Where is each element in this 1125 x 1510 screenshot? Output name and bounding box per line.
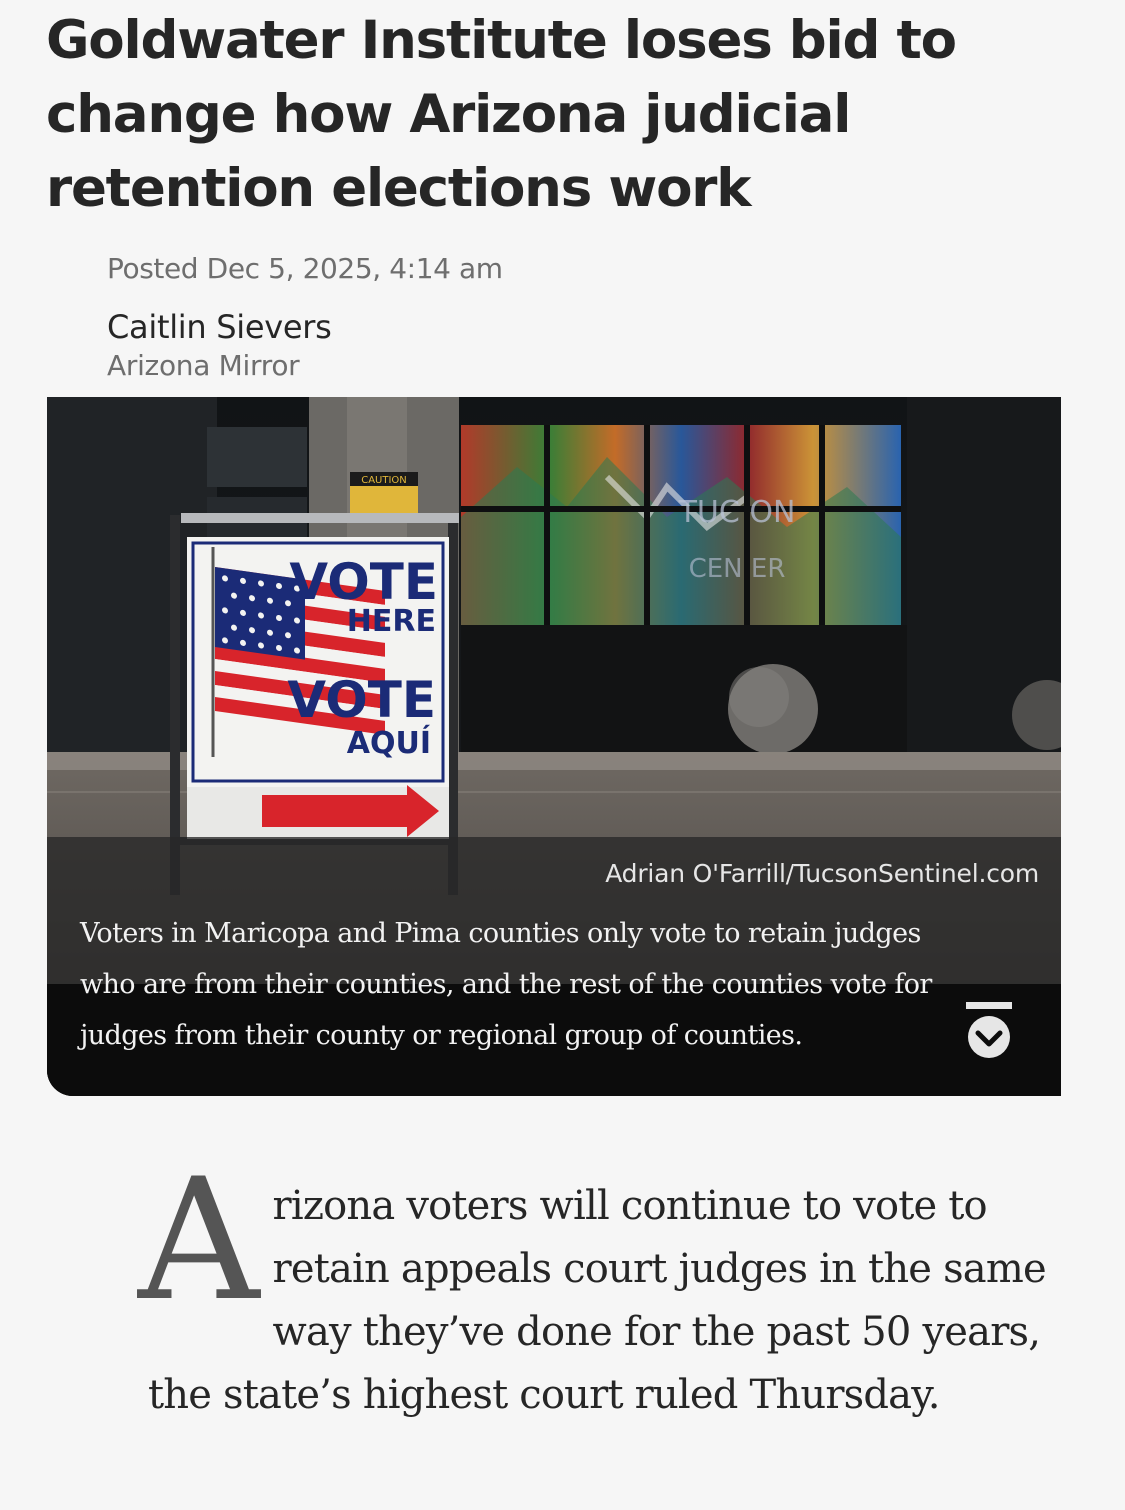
article-paragraph (138, 1142, 1058, 1427)
article-headline: Goldwater Institute loses bid to change how Arizona judicial retention elections work (46, 10, 956, 219)
article-meta (107, 250, 503, 384)
chevron-down-circle-icon (964, 1000, 1014, 1060)
outlet-name: Arizona Mirror (107, 349, 300, 382)
photo-credit: Adrian O'Farrill/TucsonSentinel.com (605, 859, 1039, 888)
drop-cap: A (138, 1142, 259, 1338)
caution-sign-text: CAUTION (361, 475, 407, 486)
photo-caption: Voters in Maricopa and Pima counties only vote to retain judges who are from their counties, and the rest of the counties vote for judges from their county or regional group of counties. (80, 918, 932, 1051)
building-text-2: CEN ER (688, 554, 786, 584)
building-text-1: TUC ON (678, 495, 796, 530)
collapse-caption-button[interactable] (964, 1000, 1014, 1060)
posted-date: Posted Dec 5, 2025, 4:14 am (107, 252, 503, 285)
featured-image (47, 397, 1061, 1096)
sign-word-aqui: AQUÍ (346, 726, 431, 761)
paragraph-text: rizona voters will continue to vote to retain appeals court judges in the same way they’ve done for the past 50 years, the state’s highest court ruled Thursday. (148, 1183, 1046, 1418)
sign-word-vote-1: VOTE (289, 553, 438, 611)
sign-word-vote-2: VOTE (287, 671, 436, 729)
author-name[interactable]: Caitlin Sievers (107, 308, 332, 346)
sign-word-here: HERE (346, 604, 436, 639)
